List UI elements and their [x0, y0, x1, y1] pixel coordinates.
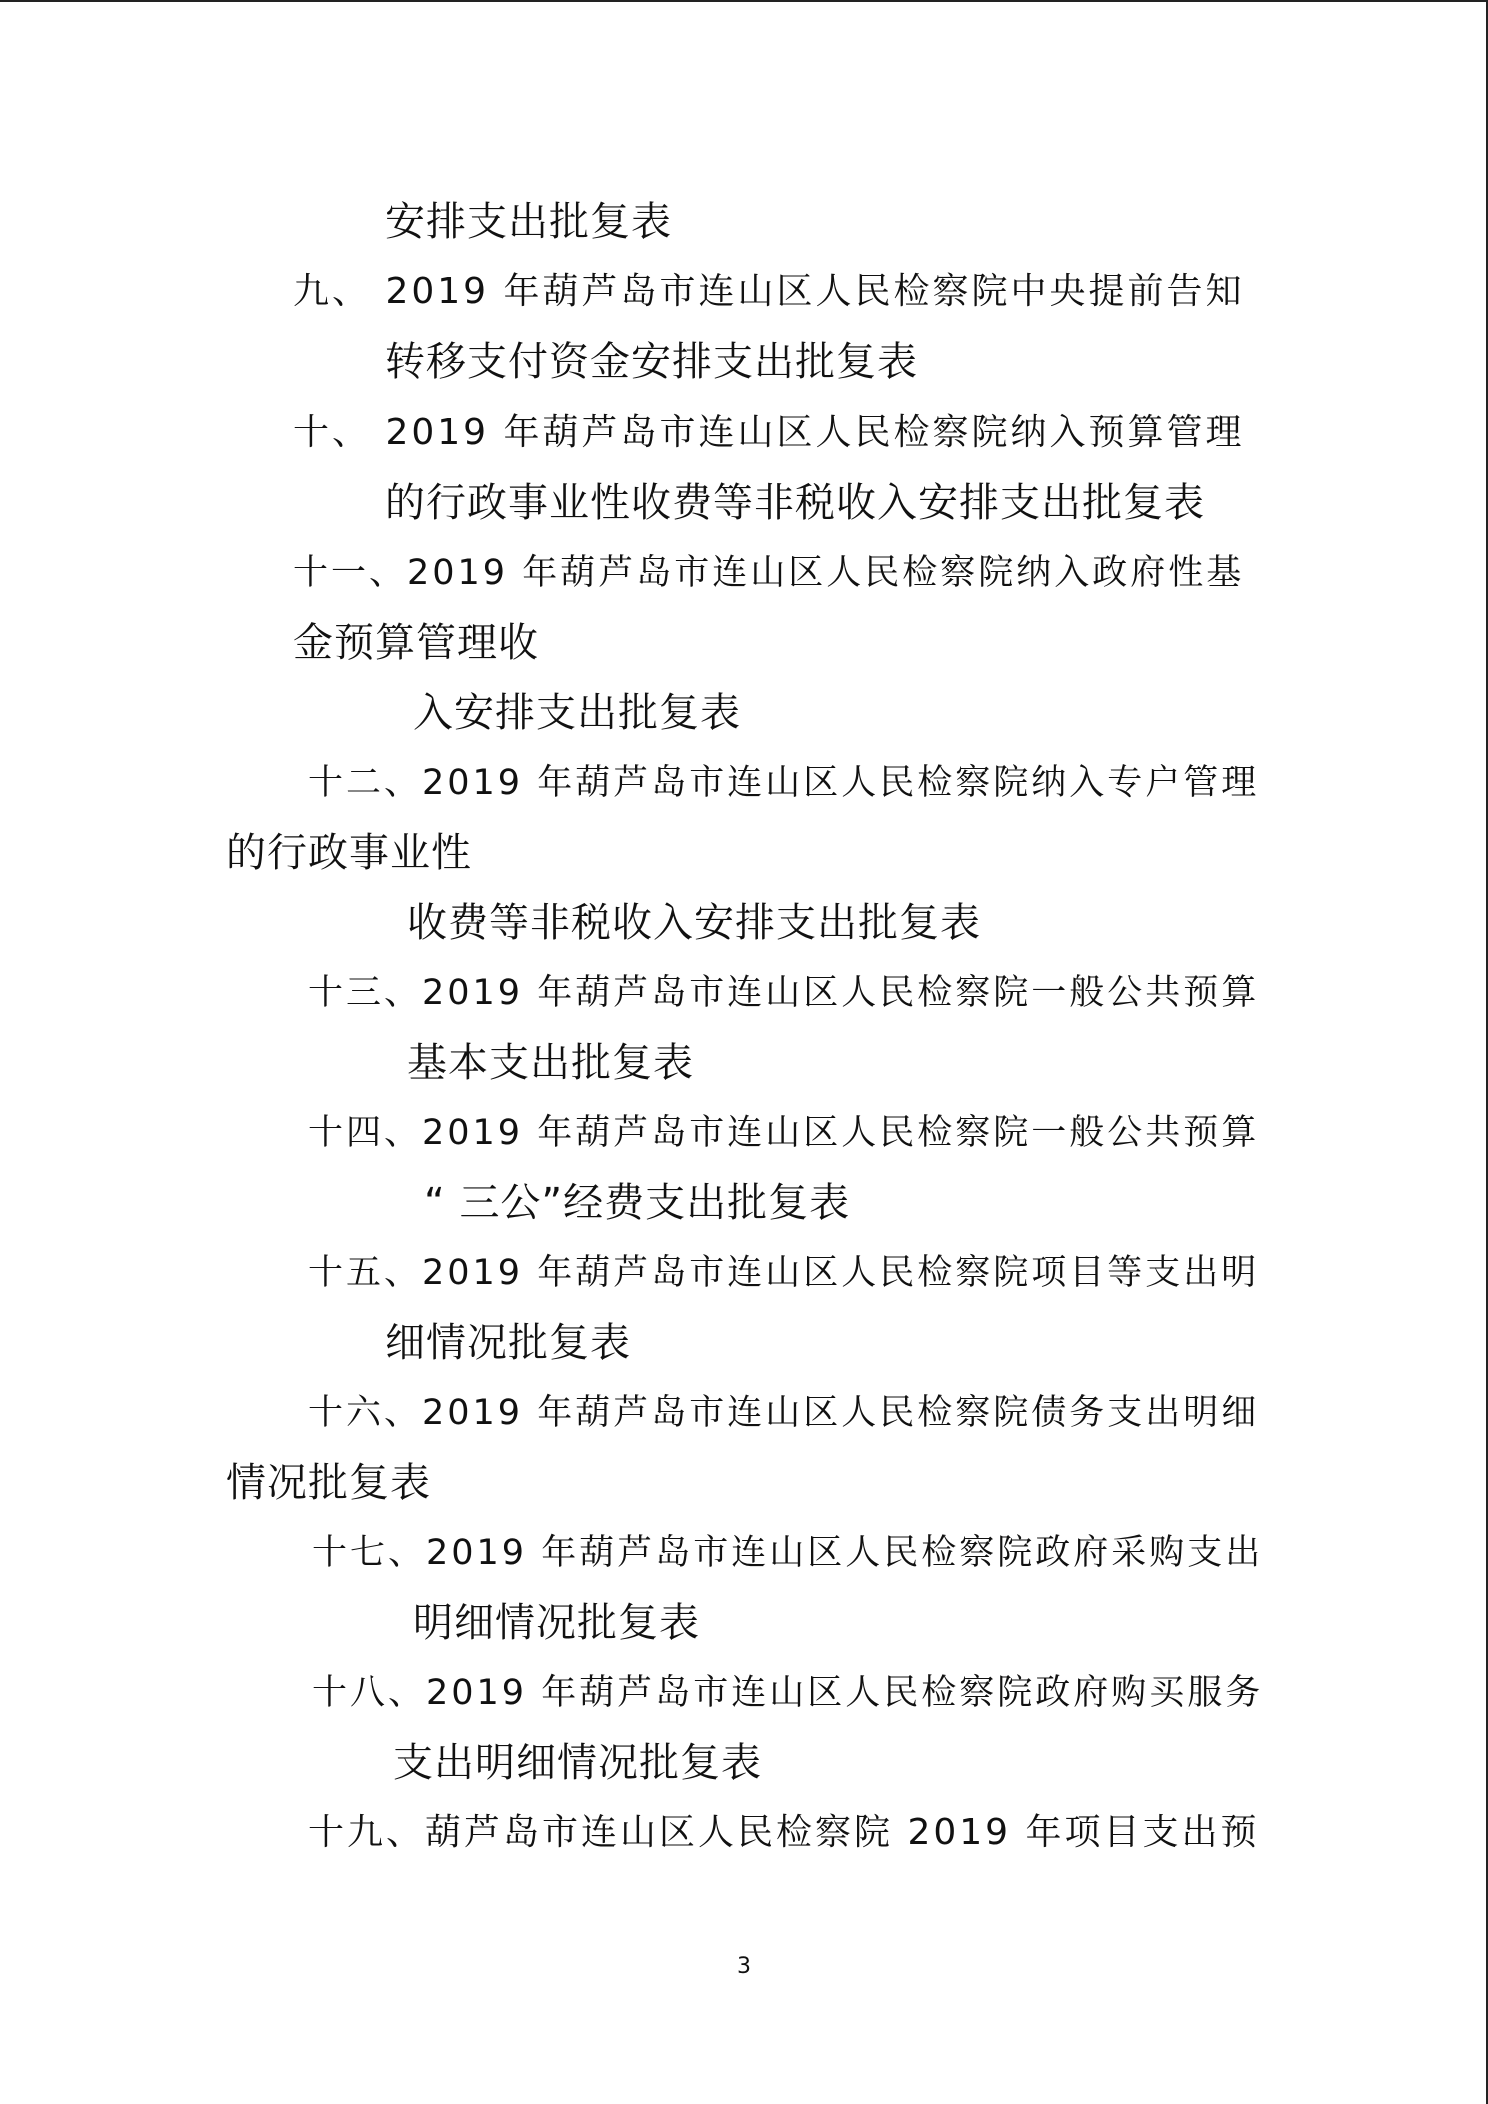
text-line: 十六、2019 年葫芦岛市连山区人民检察院债务支出明细 [308, 1393, 1260, 1433]
page-border-top [0, 0, 1488, 2]
text-line: 十四、2019 年葫芦岛市连山区人民检察院一般公共预算 [308, 1113, 1260, 1153]
text-line: 金预算管理收 [293, 620, 539, 666]
text-line: 十八、2019 年葫芦岛市连山区人民检察院政府购买服务 [312, 1673, 1264, 1713]
text-line: 十二、2019 年葫芦岛市连山区人民检察院纳入专户管理 [308, 763, 1260, 803]
text-line: 基本支出批复表 [407, 1040, 694, 1086]
text-line: 十三、2019 年葫芦岛市连山区人民检察院一般公共预算 [308, 973, 1260, 1013]
page-number: 3 [737, 1954, 751, 1979]
text-line: 转移支付资金安排支出批复表 [385, 339, 918, 385]
text-line: 入安排支出批复表 [413, 690, 741, 736]
text-line: 细情况批复表 [385, 1320, 631, 1366]
text-line: 的行政事业性 [226, 830, 472, 876]
text-line: 十九、葫芦岛市连山区人民检察院 2019 年项目支出预 [308, 1812, 1260, 1853]
text-line: 的行政事业性收费等非税收入安排支出批复表 [385, 480, 1205, 526]
text-line: 十一、2019 年葫芦岛市连山区人民检察院纳入政府性基 [293, 553, 1245, 593]
text-line: 十、 2019 年葫芦岛市连山区人民检察院纳入预算管理 [293, 412, 1245, 453]
text-line: 十七、2019 年葫芦岛市连山区人民检察院政府采购支出 [312, 1533, 1264, 1573]
text-line: 支出明细情况批复表 [393, 1740, 762, 1786]
text-line: 十五、2019 年葫芦岛市连山区人民检察院项目等支出明 [308, 1253, 1260, 1293]
text-line: 九、 2019 年葫芦岛市连山区人民检察院中央提前告知 [293, 271, 1245, 312]
text-line: 安排支出批复表 [385, 199, 672, 245]
text-line: 明细情况批复表 [413, 1600, 700, 1646]
text-line: “ 三公”经费支出批复表 [424, 1180, 851, 1226]
text-line: 收费等非税收入安排支出批复表 [407, 900, 981, 946]
text-line: 情况批复表 [226, 1460, 431, 1506]
